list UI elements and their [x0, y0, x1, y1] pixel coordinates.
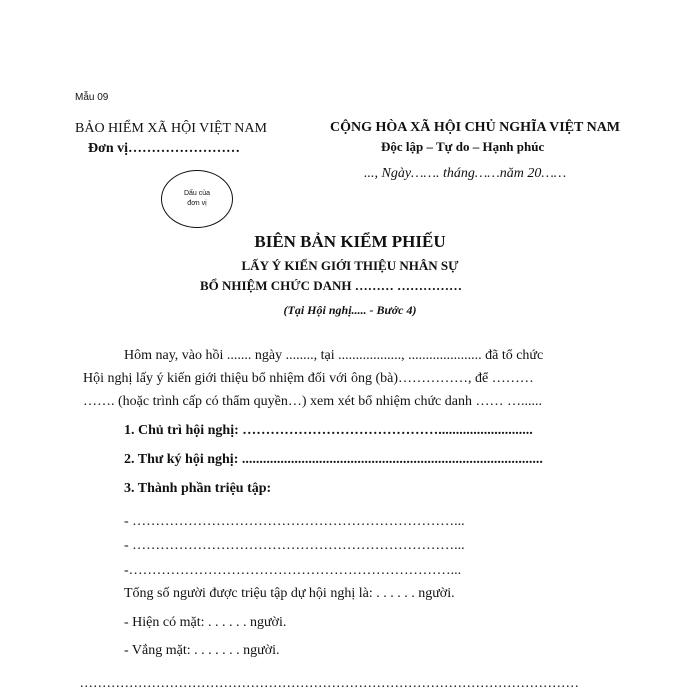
organization-unit: Đơn vị…………………… [88, 141, 241, 156]
document-title: BIÊN BẢN KIỂM PHIẾU [254, 232, 446, 251]
present-count-line: - Hiện có mặt: . . . . . . người. [124, 615, 287, 630]
document-subtitle-1: LẤY Ý KIẾN GIỚI THIỆU NHÂN SỰ [241, 258, 459, 273]
country-name: CỘNG HÒA XÃ HỘI CHỦ NGHĨA VIỆT NAM [330, 120, 621, 135]
intro-paragraph-line-1: Hôm nay, vào hồi ....... ngày ........, tại .................., ..................... đã tổ chức [124, 348, 544, 363]
attendee-line: - ……………………………………………………………... [124, 514, 465, 529]
section-chair: 1. Chủ trì hội nghị: ……………………………………........................... [124, 423, 533, 438]
attendee-line: -……………………………………………………………... [124, 563, 462, 578]
document-subtitle-2: BỔ NHIỆM CHỨC DANH ……… …………… [200, 278, 463, 293]
document-subtitle-3: (Tại Hội nghị..... - Bước 4) [283, 303, 417, 317]
trailing-dotted-line: ............................................................................................................... [80, 676, 580, 691]
section-secretary: 2. Thư ký hội nghị: ...................................................................................... [124, 452, 543, 467]
seal-placeholder [161, 170, 233, 228]
date-line: ..., Ngày……. tháng……năm 20…… [364, 166, 567, 181]
form-code: Mẫu 09 [75, 92, 109, 103]
section-attendees: 3. Thành phần triệu tập: [124, 481, 272, 496]
national-motto: Độc lập – Tự do – Hạnh phúc [381, 139, 545, 154]
organization-name: BẢO HIỂM XÃ HỘI VIỆT NAM [75, 121, 267, 136]
attendee-line: - ……………………………………………………………... [124, 538, 465, 553]
intro-paragraph-line-2: Hội nghị lấy ý kiến giới thiệu bổ nhiệm đối với ông (bà)……………, để ……… [83, 371, 534, 386]
seal-label-line1: Dấu của [183, 189, 211, 197]
seal-label-line2: đơn vị [187, 200, 207, 207]
intro-paragraph-line-3: ……. (hoặc trình cấp có thẩm quyền…) xem xét bổ nhiệm chức danh …… …...... [83, 394, 542, 409]
absent-count-line: - Vắng mặt: . . . . . . . người. [124, 643, 280, 658]
total-invited-line: Tổng số người được triệu tập dự hội nghị là: . . . . . . người. [124, 586, 455, 601]
